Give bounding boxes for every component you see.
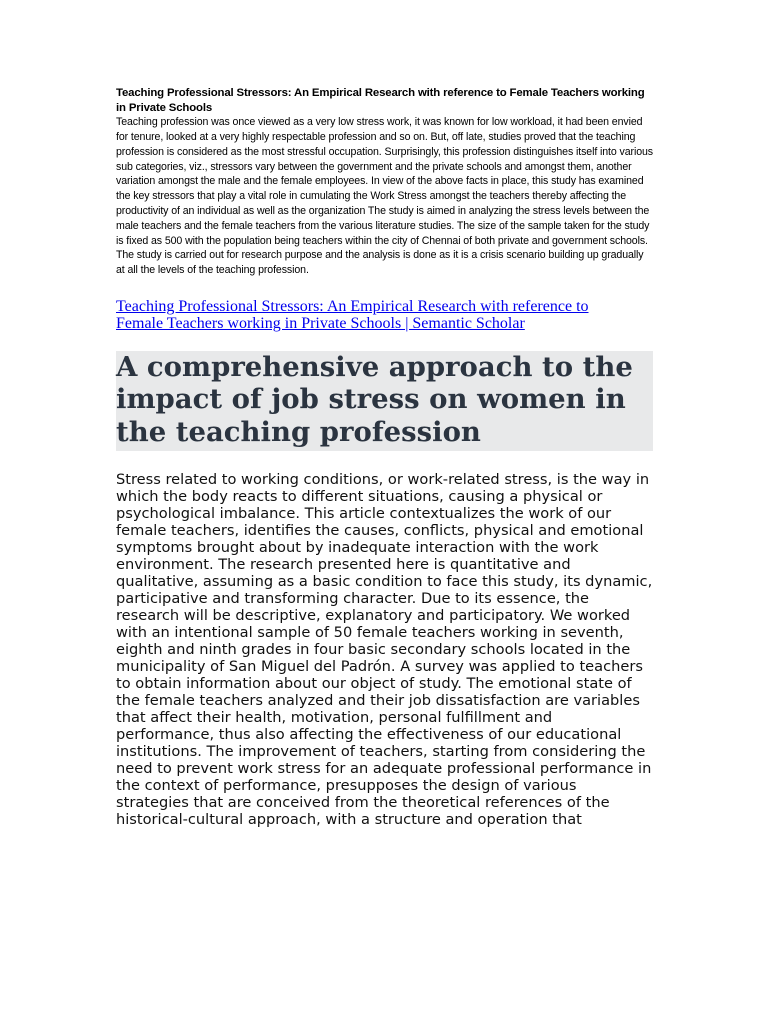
document-title: Teaching Professional Stressors: An Empirical Research with reference to Female Teachers working in Private Schools <box>116 87 645 114</box>
document-page <box>116 86 653 828</box>
article-heading-box <box>116 351 653 451</box>
semantic-scholar-link[interactable]: Teaching Professional Stressors: An Empirical Research with reference to Female Teachers working in Private Schools | Semantic Scholar <box>116 297 589 332</box>
article-body: Stress related to working conditions, or work-related stress, is the way in which the body reacts to different situations, causing a physical or psychological imbalance. This article contextualizes the work of our female teachers, identifies the causes, conflicts, physical and emotional symptoms brought about by inadequate interaction with the work environment. The research presented here is quantitative and qualitative, assuming as a basic condition to face this study, its dynamic, participative and transforming character. Due to its essence, the research will be descriptive, explanatory and participatory. We worked with an intentional sample of 50 female teachers working in seventh, eighth and ninth grades in four basic secondary schools located in the municipality of San Miguel del Padrón. A survey was applied to teachers to obtain information about our object of study. The emotional state of the female teachers analyzed and their job dissatisfaction are variables that affect their health, motivation, personal fulfillment and performance, thus also affecting the effectiveness of our educational institutions. The improvement of teachers, starting from considering the need to prevent work stress for an adequate professional performance in the context of performance, presupposes the design of various strategies that are conceived from the theoretical references of the historical-cultural approach, with a structure and operation that <box>116 470 653 828</box>
document-abstract: Teaching profession was once viewed as a very low stress work, it was known for low workload, it had been envied for tenure, looked at a very highly respectable profession and so on. But, off late, studies proved that the teaching profession is considered as the most stressful occupation. Surprisingly, this profession distinguishes itself into various sub categories, viz., stressors vary between the government and the private schools and amongst them, another variation amongst the male and the female employees. In view of the above facts in place, this study has examined the key stressors that play a vital role in cumulating the Work Stress amongst the teachers thereby affecting the productivity of an individual as well as the organization The study is aimed in analyzing the stress levels between the male teachers and the female teachers from the various literature studies. The size of the sample taken for the study is fixed as 500 with the population being teachers within the city of Chennai of both private and government schools. The study is carried out for research purpose and the analysis is done as it is a crisis scenario building up gradually at all the levels of the teaching profession. <box>116 116 653 277</box>
article-heading: A comprehensive approach to the impact of job stress on women in the teaching profession <box>116 350 633 448</box>
